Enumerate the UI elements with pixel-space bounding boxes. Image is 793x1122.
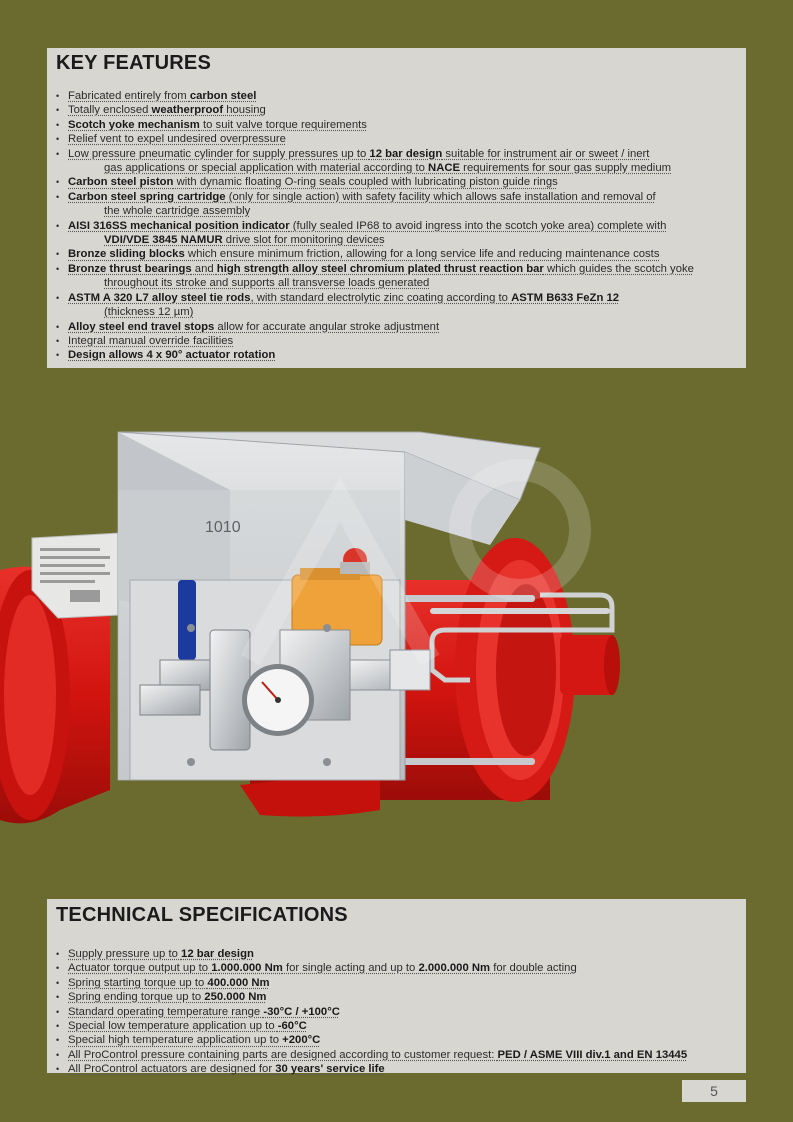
list-item: • Carbon steel piston with dynamic floating O-ring seals coupled with lubricating piston guide rings <box>56 175 738 189</box>
list-item: • AISI 316SS mechanical position indicator (fully sealed IP68 to avoid ingress into the scotch yoke area) complete with VDI/VDE 3845 NAMUR drive slot for monitoring devices <box>56 219 738 248</box>
technical-specifications-list <box>56 947 738 1077</box>
plate-number: 1010 <box>205 519 241 536</box>
technical-specifications-title: TECHNICAL SPECIFICATIONS <box>56 904 348 926</box>
list-item: • Bronze sliding blocks which ensure minimum friction, allowing for a long service life and reducing maintenance costs <box>56 247 738 261</box>
list-item: • Special high temperature application up to +200°C <box>56 1033 738 1047</box>
list-item: • Alloy steel end travel stops allow for accurate angular stroke adjustment <box>56 320 738 334</box>
key-features-list <box>56 89 738 363</box>
list-item: • Actuator torque output up to 1.000.000 Nm for single acting and up to 2.000.000 Nm for double acting <box>56 961 738 975</box>
list-item: • Special low temperature application up to -60°C <box>56 1019 738 1033</box>
list-item: • Totally enclosed weatherproof housing <box>56 103 738 117</box>
technical-specifications-panel <box>47 899 746 1076</box>
list-item: • Design allows 4 x 90° actuator rotation <box>56 348 738 362</box>
actuator-photo <box>0 390 793 880</box>
list-item: • Carbon steel spring cartridge (only for single action) with safety facility which allows safe installation and removal of the whole cartridge assembly <box>56 190 738 219</box>
key-features-panel <box>47 48 746 368</box>
ball-valve-handle <box>178 580 196 660</box>
page-number: 5 <box>682 1080 746 1102</box>
list-item: • Fabricated entirely from carbon steel <box>56 89 738 103</box>
list-item: • ASTM A 320 L7 alloy steel tie rods, with standard electrolytic zinc coating according to ASTM B633 FeZn 12 (thickness 12 µm) <box>56 291 738 320</box>
list-item: • Bronze thrust bearings and high strength alloy steel chromium plated thrust reaction bar which guides the scotch yoke throughout its stroke and supports all transverse loads generated <box>56 262 738 291</box>
list-item: • Spring ending torque up to 250.000 Nm <box>56 990 738 1004</box>
list-item: • Standard operating temperature range -30°C / +100°C <box>56 1005 738 1019</box>
list-item: • All ProControl actuators are designed for 30 years' service life <box>56 1062 738 1076</box>
list-item: • Scotch yoke mechanism to suit valve torque requirements <box>56 118 738 132</box>
list-item: • Spring starting torque up to 400.000 Nm <box>56 976 738 990</box>
list-item: • Integral manual override facilities <box>56 334 738 348</box>
list-item: • Low pressure pneumatic cylinder for supply pressures up to 12 bar design suitable for instrument air or sweet / inert gas applications or special application with material according to NACE requirements for sour gas supply medium <box>56 147 738 176</box>
key-features-title: KEY FEATURES <box>56 52 212 74</box>
list-item: • Relief vent to expel undesired overpressure <box>56 132 738 146</box>
list-item: • Supply pressure up to 12 bar design <box>56 947 738 961</box>
list-item: • All ProControl pressure containing parts are designed according to customer request: PED / ASME VIII div.1 and EN 13445 <box>56 1048 738 1062</box>
